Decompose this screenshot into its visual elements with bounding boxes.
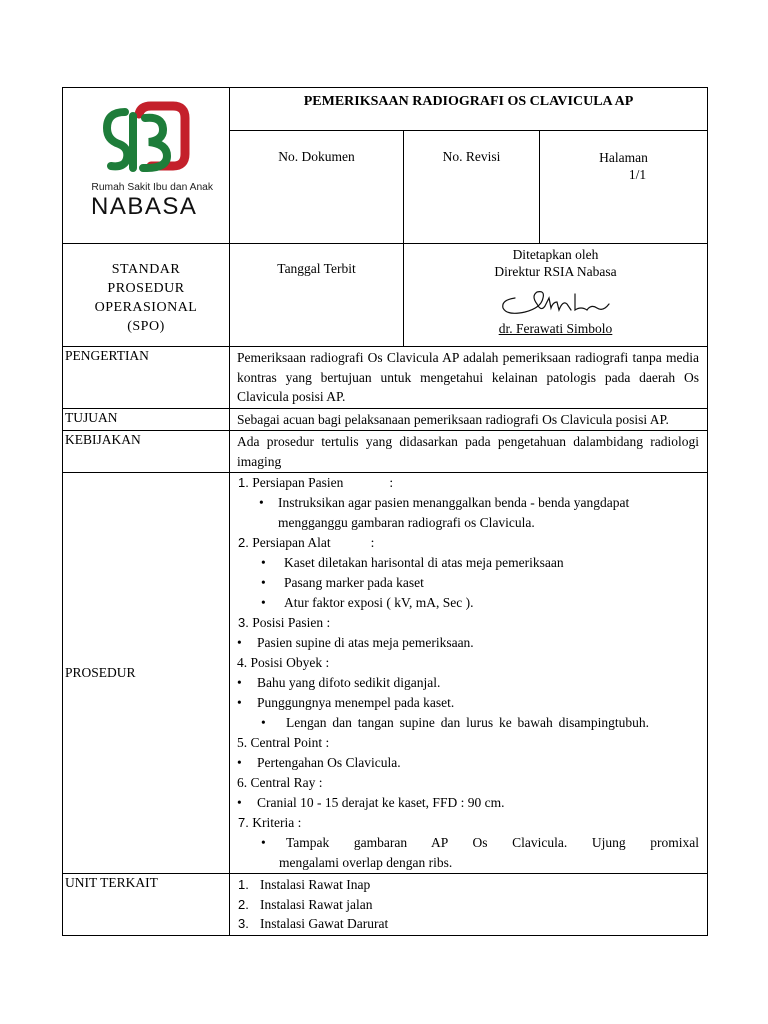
unit-item-text: Instalasi Rawat jalan: [260, 896, 373, 912]
unit-item: [238, 895, 699, 915]
rsia-nabasa-logo: [63, 88, 228, 238]
logo-cell: [63, 88, 230, 244]
step-7-number: 7.: [238, 815, 249, 830]
unit-item-number: 3.: [238, 916, 249, 931]
unit-item-number: 1.: [238, 877, 249, 892]
step-4-bullet-3: • Lengan dan tangan supine dan lurus ke bawah disampingtubuh.: [261, 715, 650, 730]
standar-cell: [63, 244, 230, 347]
step-7-title: Kriteria :: [252, 815, 302, 830]
prosedur-label-cell: [63, 473, 230, 874]
step-5-bullet-1-text: Pertengahan Os Clavicula.: [257, 755, 401, 770]
tujuan-label: TUJUAN: [63, 408, 230, 431]
no-revisi-label: No. Revisi: [442, 149, 501, 164]
halaman-value: 1/1: [628, 167, 647, 182]
step-2-number: 2.: [238, 535, 249, 550]
logo-subtitle: Rumah Sakit Ibu dan Anak: [91, 181, 214, 194]
step-1-heading: [237, 473, 699, 493]
step-7-heading: [237, 813, 699, 833]
step-2-bullet-1-text: Kaset diletakan harisontal di atas meja pemeriksaan: [284, 555, 564, 570]
unit-terkait-label: UNIT TERKAIT: [63, 874, 230, 936]
step-7-bullet-1: • Tampak gambaran AP Os Clavicula. Ujung promixal: [237, 833, 699, 853]
step-4-bullet-1-text: Bahu yang difoto sedikit diganjal.: [257, 675, 441, 690]
step-4-heading: 4. Posisi Obyek :: [237, 655, 330, 670]
prosedur-label: PROSEDUR: [65, 665, 136, 680]
unit-item-text: Instalasi Rawat Inap: [260, 877, 371, 892]
doctor-name: dr. Ferawati Simbolo: [498, 321, 613, 336]
ditetapkan-cell: [404, 244, 708, 347]
no-dokumen-label: No. Dokumen: [278, 149, 355, 164]
document-title: PEMERIKSAAN RADIOGRAFI OS CLAVICULA AP: [230, 88, 708, 131]
step-4-bullet-3-text: Lengan dan tangan supine dan lurus ke bawah disampingtubuh.: [286, 715, 650, 730]
step-3-number: 3.: [238, 615, 249, 630]
step-7-bullet-1-line1: Tampak gambaran AP Os Clavicula. Ujung promixal: [286, 835, 699, 850]
step-1-bullet-1: • Instruksikan agar pasien menanggalkan benda - benda yangdapat mengganggu gambaran radiografi os Clavicula.: [259, 495, 630, 530]
step-4-bullet-2-text: Punggungnya menempel pada kaset.: [257, 695, 455, 710]
step-2-bullet-2-text: Pasang marker pada kaset: [284, 575, 424, 590]
standar-line1: STANDAR: [111, 262, 181, 277]
logo-name: NABASA: [91, 193, 198, 220]
halaman-label: Halaman: [599, 150, 648, 165]
step-1-colon: :: [389, 475, 394, 490]
unit-item: [238, 875, 699, 895]
step-2-bullet-1: • Kaset diletakan harisontal di atas meja pemeriksaan: [261, 555, 564, 570]
unit-item: [238, 914, 699, 934]
step-3-heading: [237, 613, 699, 633]
step-1-bullet-1-text: Instruksikan agar pasien menanggalkan benda - benda yangdapat mengganggu gambaran radiografi os Clavicula.: [278, 495, 630, 530]
step-4-bullet-1: • Bahu yang difoto sedikit diganjal.: [237, 675, 441, 690]
step-4-bullet-2: • Punggungnya menempel pada kaset.: [237, 695, 455, 710]
unit-terkait-list: [230, 874, 708, 936]
step-5-bullet-1: • Pertengahan Os Clavicula.: [237, 755, 401, 770]
standar-line4: (SPO): [127, 319, 165, 334]
step-7-bullet-1-cont: mengalami overlap dengan ribs.: [279, 855, 453, 870]
kebijakan-text: Ada prosedur tertulis yang didasarkan pada pengetahuan dalambidang radiologi imaging: [230, 431, 708, 473]
ditetapkan-line1: Ditetapkan oleh: [512, 247, 599, 262]
pengertian-label: PENGERTIAN: [63, 347, 230, 409]
step-2-heading: [237, 533, 699, 553]
step-2-bullet-3: • Atur faktor exposi ( kV, mA, Sec ).: [261, 595, 474, 610]
step-1-title: Persiapan Pasien: [252, 475, 344, 490]
step-6-bullet-1-text: Cranial 10 - 15 derajat ke kaset, FFD : 90 cm.: [257, 795, 505, 810]
standar-line3: OPERASIONAL: [94, 300, 198, 315]
step-2-bullet-2: • Pasang marker pada kaset: [261, 575, 424, 590]
tanggal-terbit-cell: [230, 244, 404, 347]
step-6-heading: 6. Central Ray :: [237, 775, 323, 790]
signature-image: [491, 284, 621, 320]
no-dokumen-cell: [230, 131, 404, 244]
step-6-bullet-1: • Cranial 10 - 15 derajat ke kaset, FFD : 90 cm.: [237, 795, 505, 810]
step-2-colon: :: [370, 535, 375, 550]
step-3-title: Posisi Pasien :: [252, 615, 331, 630]
prosedur-content: [230, 473, 708, 874]
ditetapkan-line2: Direktur RSIA Nabasa: [494, 264, 617, 279]
pengertian-text: Pemeriksaan radiografi Os Clavicula AP adalah pemeriksaan radiografi tanpa media kontras yang bertujuan untuk mengetahui kelainan patologis pada daerah Os Clavicula posisi AP.: [230, 347, 708, 409]
step-3-bullet-1: • Pasien supine di atas meja pemeriksaan.: [237, 635, 474, 650]
spo-table: [62, 87, 708, 936]
step-2-bullet-3-text: Atur faktor exposi ( kV, mA, Sec ).: [284, 595, 474, 610]
tujuan-text: Sebagai acuan bagi pelaksanaan pemeriksaan radiografi Os Clavicula posisi AP.: [230, 408, 708, 431]
step-3-bullet-1-text: Pasien supine di atas meja pemeriksaan.: [257, 635, 474, 650]
step-5-heading: 5. Central Point :: [237, 735, 330, 750]
no-revisi-cell: [404, 131, 540, 244]
step-1-number: 1.: [238, 475, 249, 490]
unit-item-text: Instalasi Gawat Darurat: [260, 916, 389, 931]
step-2-title: Persiapan Alat: [252, 535, 331, 550]
kebijakan-label: KEBIJAKAN: [63, 431, 230, 473]
halaman-cell: [540, 131, 708, 244]
unit-item-number: 2.: [238, 896, 249, 912]
standar-line2: PROSEDUR: [107, 281, 185, 296]
tanggal-terbit-label: Tanggal Terbit: [277, 261, 356, 276]
